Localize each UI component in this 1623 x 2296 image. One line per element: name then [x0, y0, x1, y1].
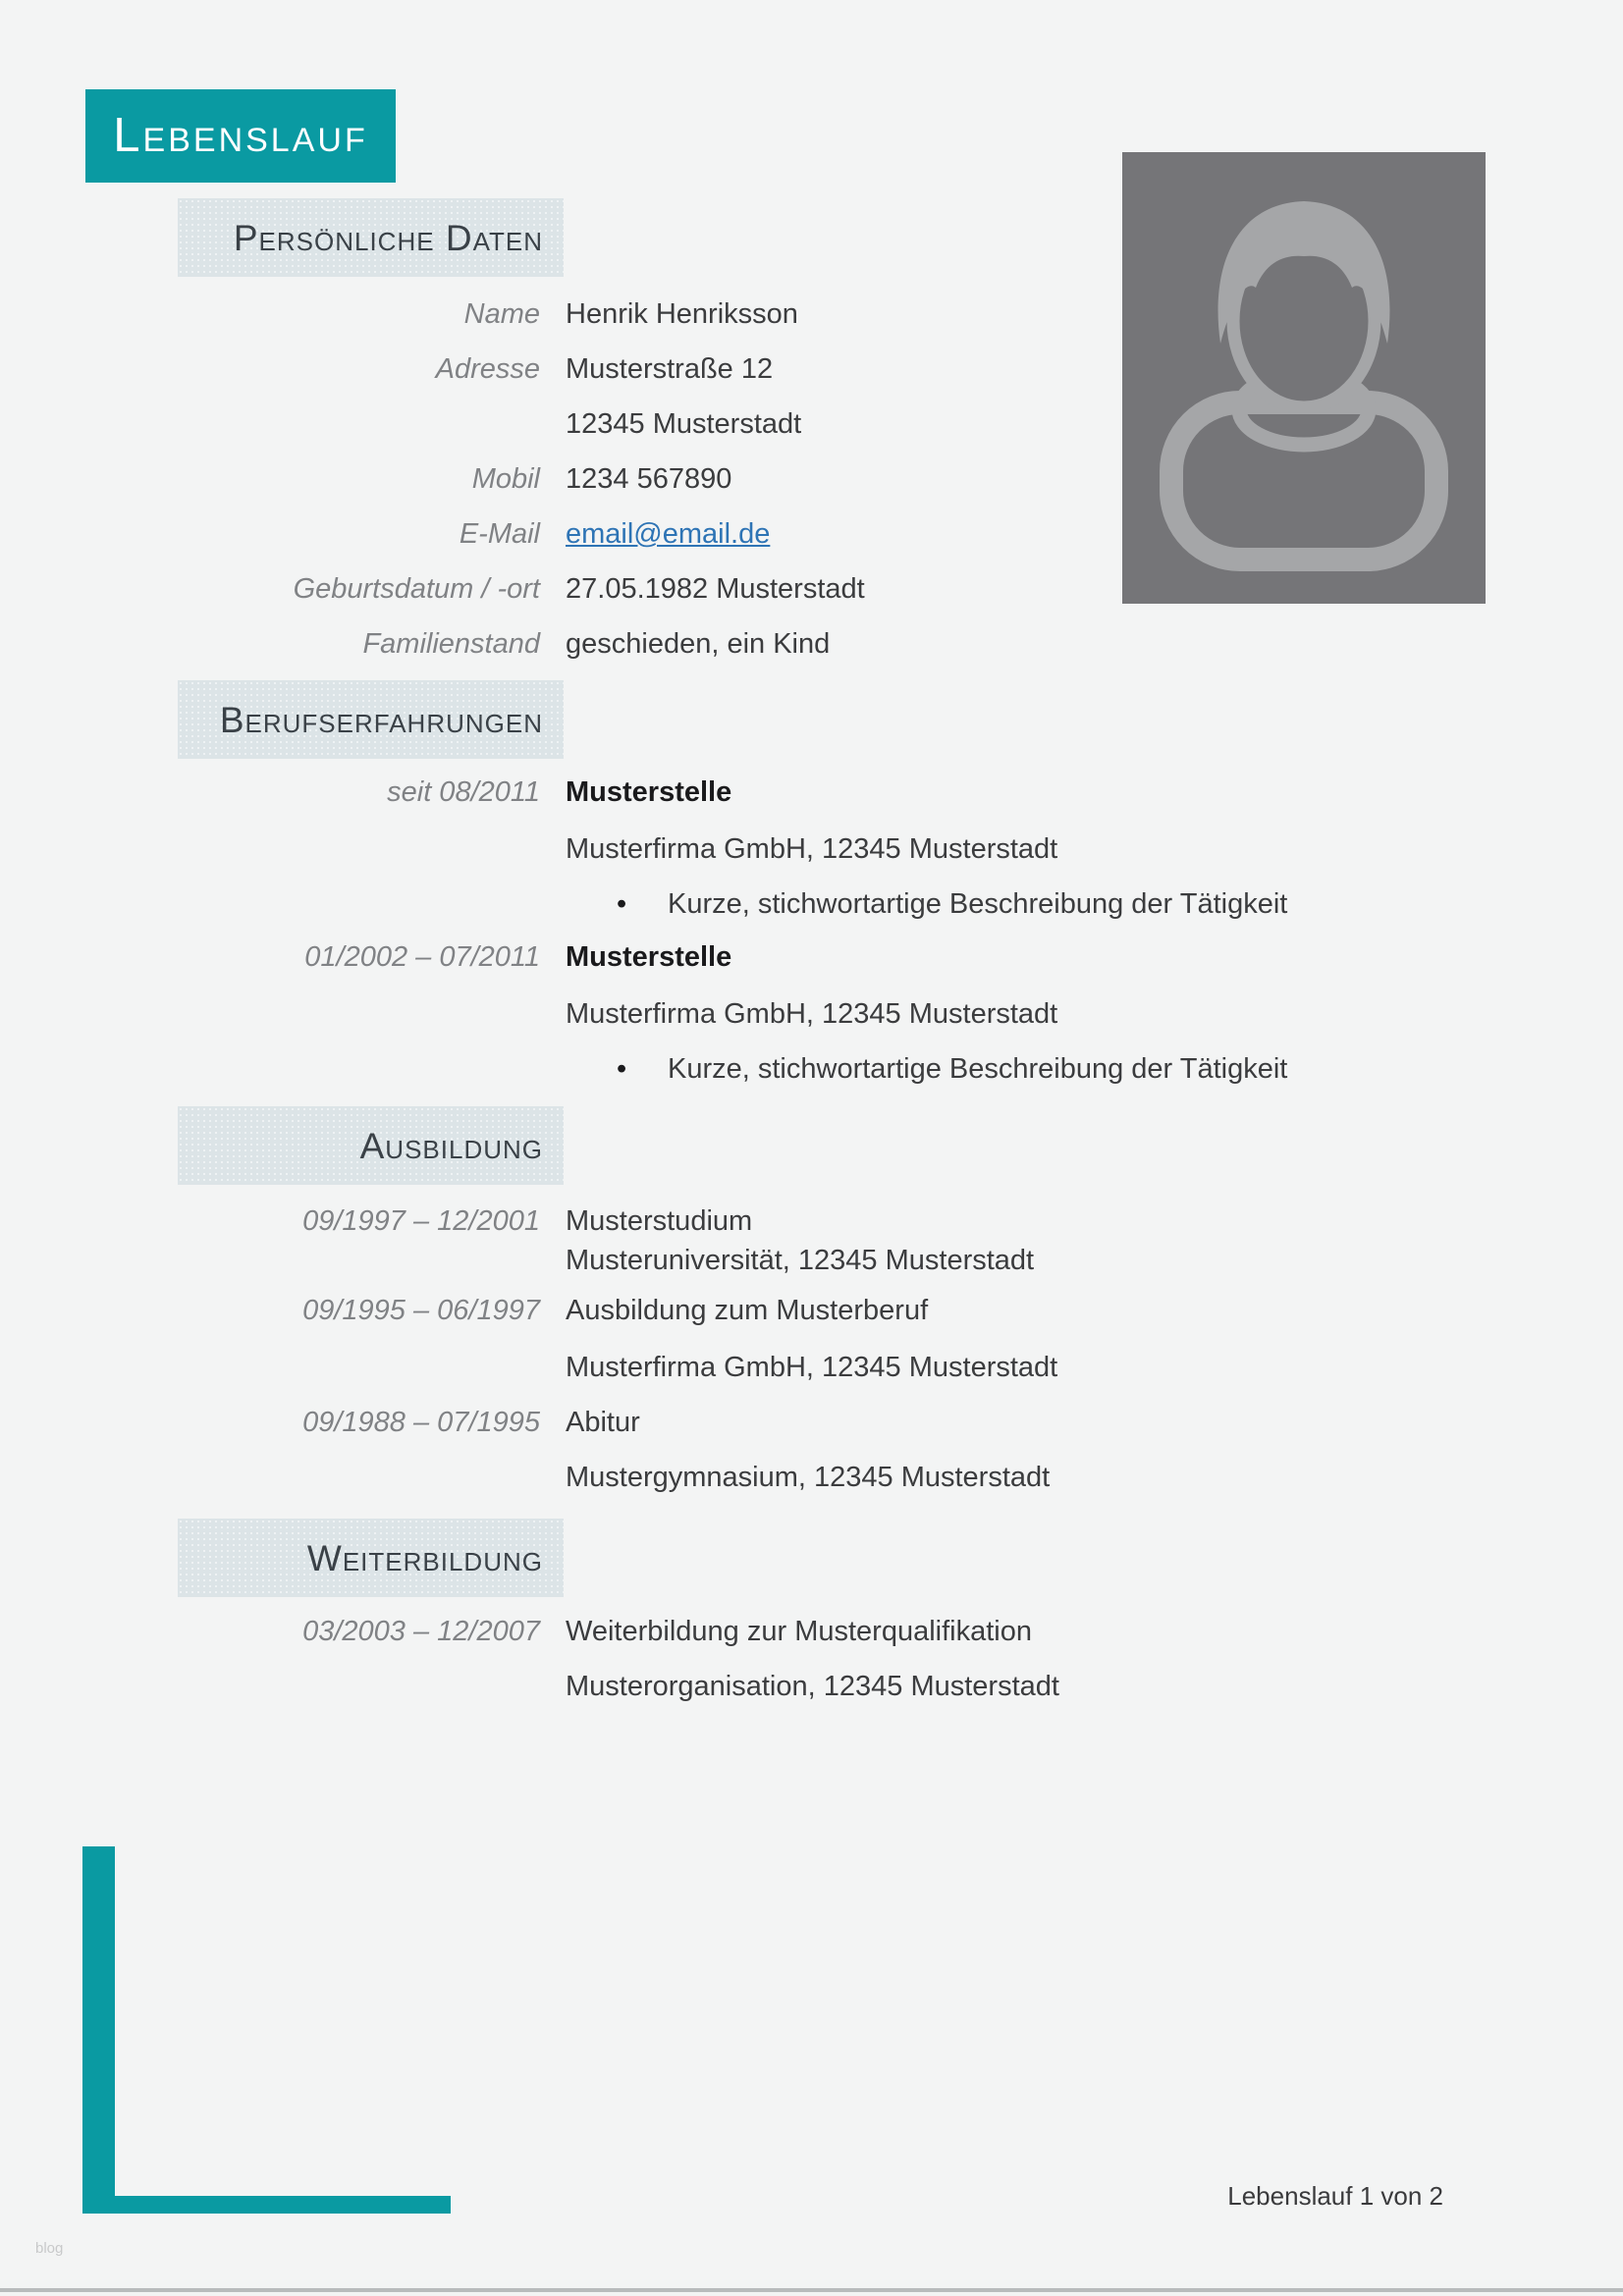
personal-row-marital — [177, 627, 1551, 661]
section-band-training — [178, 1519, 564, 1597]
value-address-city: 12345 Musterstadt — [566, 408, 802, 440]
value-marital-status: geschieden, ein Kind — [566, 628, 831, 660]
label-mobile: Mobil — [471, 463, 540, 495]
section-band-education — [178, 1106, 564, 1185]
label-name: Name — [463, 298, 540, 330]
experience-entry-2-title-row — [177, 940, 1551, 974]
personal-row-email — [177, 517, 1551, 551]
bullet-icon: • — [617, 1053, 627, 1085]
document-title-box — [85, 89, 396, 183]
training-entry-1-title: Weiterbildung zur Musterqualifikation — [566, 1616, 1032, 1647]
label-marital-status: Familienstand — [362, 628, 540, 660]
experience-entry-2-company: Musterfirma GmbH, 12345 Musterstadt — [566, 998, 1058, 1030]
label-email: E-Mail — [459, 518, 540, 550]
section-heading-personal: Persönliche Daten — [233, 217, 543, 258]
email-link[interactable]: email@email.de — [566, 518, 771, 550]
training-entry-1-period: 03/2003 – 12/2007 — [302, 1616, 540, 1647]
section-heading-education: Ausbildung — [359, 1125, 543, 1166]
education-entry-3-title: Abitur — [566, 1407, 640, 1438]
corner-accent-vertical-bar — [82, 1846, 115, 2214]
value-mobile: 1234 567890 — [566, 463, 732, 495]
label-address: Adresse — [435, 353, 540, 385]
experience-entry-2-bullet-text: Kurze, stichwortartige Beschreibung der Tätigkeit — [668, 1053, 1288, 1085]
section-band-personal — [178, 198, 564, 277]
education-entry-2-institution: Musterfirma GmbH, 12345 Musterstadt — [566, 1352, 1058, 1383]
experience-entry-2-period: 01/2002 – 07/2011 — [304, 941, 540, 973]
personal-row-birth — [177, 572, 1551, 606]
experience-entry-1-title-row — [177, 775, 1551, 809]
personal-row-name — [177, 297, 1551, 331]
experience-entry-2-company-row — [177, 997, 1551, 1031]
document-title: Lebenslauf — [113, 109, 368, 162]
experience-entry-1-title: Musterstelle — [566, 776, 732, 808]
education-entry-2-line1-row — [177, 1294, 1551, 1327]
education-entry-3-institution: Mustergymnasium, 12345 Musterstadt — [566, 1462, 1051, 1493]
page-number-footer: Lebenslauf 1 von 2 — [1227, 2181, 1443, 2211]
education-entry-3-line1-row — [177, 1406, 1551, 1439]
page-bottom-edge — [0, 2288, 1623, 2292]
training-entry-1-line1-row — [177, 1615, 1551, 1648]
education-entry-2-line2-row — [177, 1351, 1551, 1384]
education-entry-1-period: 09/1997 – 12/2001 — [302, 1205, 540, 1237]
education-entry-1-title: Musterstudium — [566, 1205, 753, 1237]
bullet-icon: • — [617, 888, 627, 920]
experience-entry-1-period: seit 08/2011 — [387, 776, 540, 808]
experience-entry-1-bullet-text: Kurze, stichwortartige Beschreibung der Tätigkeit — [668, 888, 1288, 920]
education-entry-3-line2-row — [177, 1461, 1551, 1494]
experience-entry-2-title: Musterstelle — [566, 941, 732, 973]
value-address-street: Musterstraße 12 — [566, 353, 774, 385]
education-entry-1-line1-row — [177, 1204, 1551, 1238]
section-heading-experience: Berufserfahrungen — [219, 699, 543, 740]
corner-accent-horizontal-bar — [82, 2196, 451, 2214]
watermark-text: blog — [35, 2240, 64, 2257]
education-entry-2-period: 09/1995 – 06/1997 — [302, 1295, 540, 1326]
education-entry-2-title: Ausbildung zum Musterberuf — [566, 1295, 929, 1326]
education-entry-3-period: 09/1988 – 07/1995 — [302, 1407, 540, 1438]
section-heading-training: Weiterbildung — [306, 1537, 543, 1578]
education-entry-1-line2-row — [177, 1244, 1551, 1277]
value-birthdate: 27.05.1982 Musterstadt — [566, 573, 865, 605]
training-entry-1-institution: Musterorganisation, 12345 Musterstadt — [566, 1671, 1059, 1702]
experience-entry-1-company-row — [177, 832, 1551, 866]
training-entry-1-line2-row — [177, 1670, 1551, 1703]
education-entry-1-institution: Musteruniversität, 12345 Musterstadt — [566, 1245, 1035, 1276]
section-band-experience — [178, 680, 564, 759]
experience-entry-2-bullet-row — [177, 1052, 1551, 1086]
experience-entry-1-company: Musterfirma GmbH, 12345 Musterstadt — [566, 833, 1058, 865]
experience-entry-1-bullet-row — [177, 887, 1551, 921]
personal-row-address-city — [177, 407, 1551, 441]
label-empty — [177, 407, 540, 441]
value-name: Henrik Henriksson — [566, 298, 798, 330]
personal-row-address — [177, 352, 1551, 386]
personal-row-mobile — [177, 462, 1551, 496]
label-birthdate: Geburtsdatum / -ort — [293, 573, 540, 605]
